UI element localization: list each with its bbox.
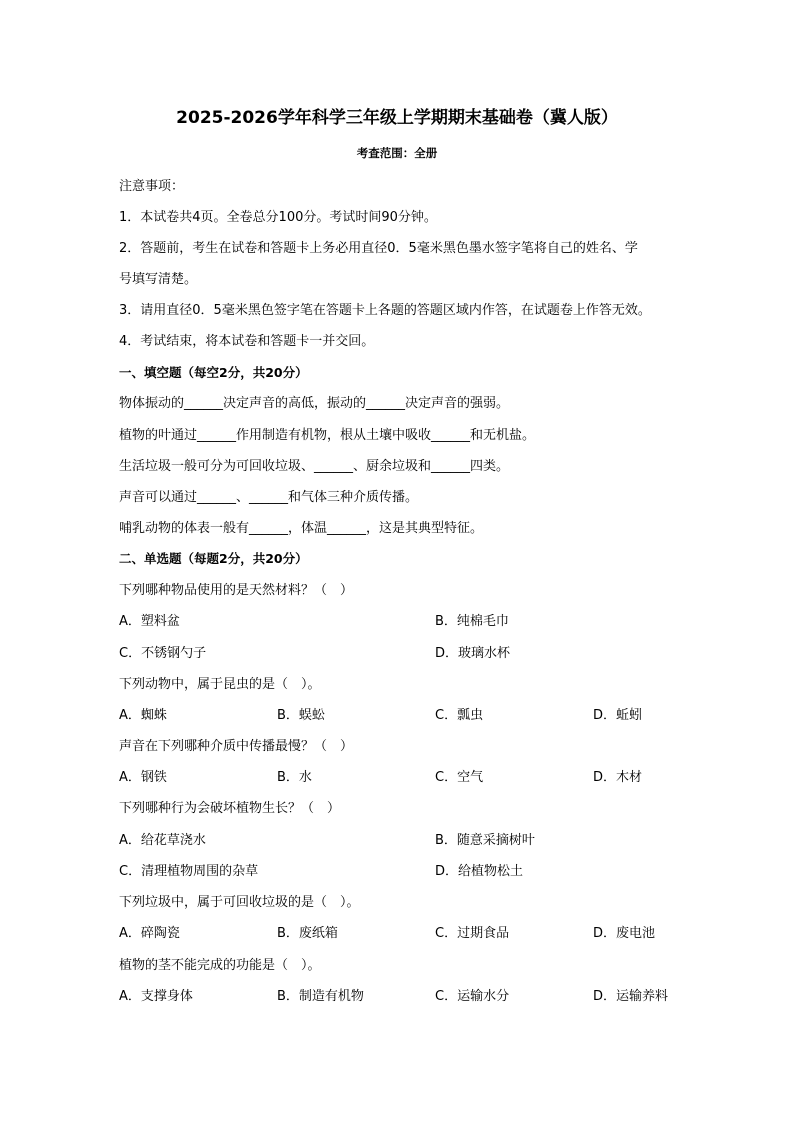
choice-option: D．给植物松土 bbox=[435, 864, 524, 879]
choice-option: C．不锈钢勺子 bbox=[119, 646, 207, 661]
choice-option: B．废纸箱 bbox=[277, 926, 338, 941]
notice-item: 4．考试结束，将本试卷和答题卡一并交回。 bbox=[119, 334, 375, 349]
choice-option: A．蜘蛛 bbox=[119, 708, 167, 723]
choice-option: D．木材 bbox=[593, 770, 643, 785]
choice-question-stem: 下列动物中，属于昆虫的是（ ）。 bbox=[119, 677, 321, 692]
choice-option: C．清理植物周围的杂草 bbox=[119, 864, 259, 879]
choice-option: C．运输水分 bbox=[435, 989, 510, 1004]
choice-option: D．蚯蚓 bbox=[593, 708, 643, 723]
choice-option: B．水 bbox=[277, 770, 312, 785]
fill-blank-question: 物体振动的______决定声音的高低，振动的______决定声音的强弱。 bbox=[119, 396, 510, 411]
choice-option: B．蜈蚣 bbox=[277, 708, 325, 723]
page-title: 2025-2026学年科学三年级上学期期末基础卷（冀人版） bbox=[176, 108, 618, 128]
notice-item: 3．请用直径0．5毫米黑色签字笔在答题卡上各题的答题区域内作答，在试题卷上作答无效。 bbox=[119, 303, 651, 318]
fill-blank-question: 声音可以通过______、______和气体三种介质传播。 bbox=[119, 490, 419, 505]
choice-question-stem: 下列垃圾中，属于可回收垃圾的是（ ）。 bbox=[119, 895, 360, 910]
choice-option: A．塑料盆 bbox=[119, 614, 180, 629]
fill-blank-question: 植物的叶通过______作用制造有机物，根从土壤中吸收______和无机盐。 bbox=[119, 428, 536, 443]
section-heading-fill-blank: 一、填空题（每空2分，共20分） bbox=[119, 365, 308, 380]
choice-question-stem: 下列哪种行为会破坏植物生长？（ ） bbox=[119, 801, 341, 816]
choice-option: D．废电池 bbox=[593, 926, 656, 941]
section-heading-single-choice: 二、单选题（每题2分，共20分） bbox=[119, 551, 308, 566]
choice-option: D．玻璃水杯 bbox=[435, 646, 511, 661]
notice-heading: 注意事项： bbox=[119, 179, 185, 194]
choice-option: D．运输养料 bbox=[593, 989, 669, 1004]
exam-scope: 考查范围：全册 bbox=[356, 146, 438, 160]
choice-option: C．瓢虫 bbox=[435, 708, 484, 723]
choice-option: A．碎陶瓷 bbox=[119, 926, 180, 941]
choice-option: C．空气 bbox=[435, 770, 484, 785]
choice-option: A．给花草浇水 bbox=[119, 833, 206, 848]
fill-blank-question: 生活垃圾一般可分为可回收垃圾、______、厨余垃圾和______四类。 bbox=[119, 459, 510, 474]
choice-question-stem: 声音在下列哪种介质中传播最慢？（ ） bbox=[119, 739, 354, 754]
choice-option: B．纯棉毛巾 bbox=[435, 614, 509, 629]
choice-option: B．随意采摘树叶 bbox=[435, 833, 535, 848]
choice-option: B．制造有机物 bbox=[277, 989, 364, 1004]
choice-question-stem: 下列哪种物品使用的是天然材料？（ ） bbox=[119, 583, 354, 598]
notice-item: 1．本试卷共4页。全卷总分100分。考试时间90分钟。 bbox=[119, 210, 437, 225]
notice-item-continuation: 号填写清楚。 bbox=[119, 272, 198, 287]
notice-item: 2．答题前，考生在试卷和答题卡上务必用直径0．5毫米黑色墨水签字笔将自己的姓名、学 bbox=[119, 241, 638, 256]
fill-blank-question: 哺乳动物的体表一般有______，体温______，这是其典型特征。 bbox=[119, 521, 484, 536]
choice-option: C．过期食品 bbox=[435, 926, 510, 941]
choice-question-stem: 植物的茎不能完成的功能是（ ）。 bbox=[119, 958, 321, 973]
choice-option: A．钢铁 bbox=[119, 770, 167, 785]
choice-option: A．支撑身体 bbox=[119, 989, 193, 1004]
